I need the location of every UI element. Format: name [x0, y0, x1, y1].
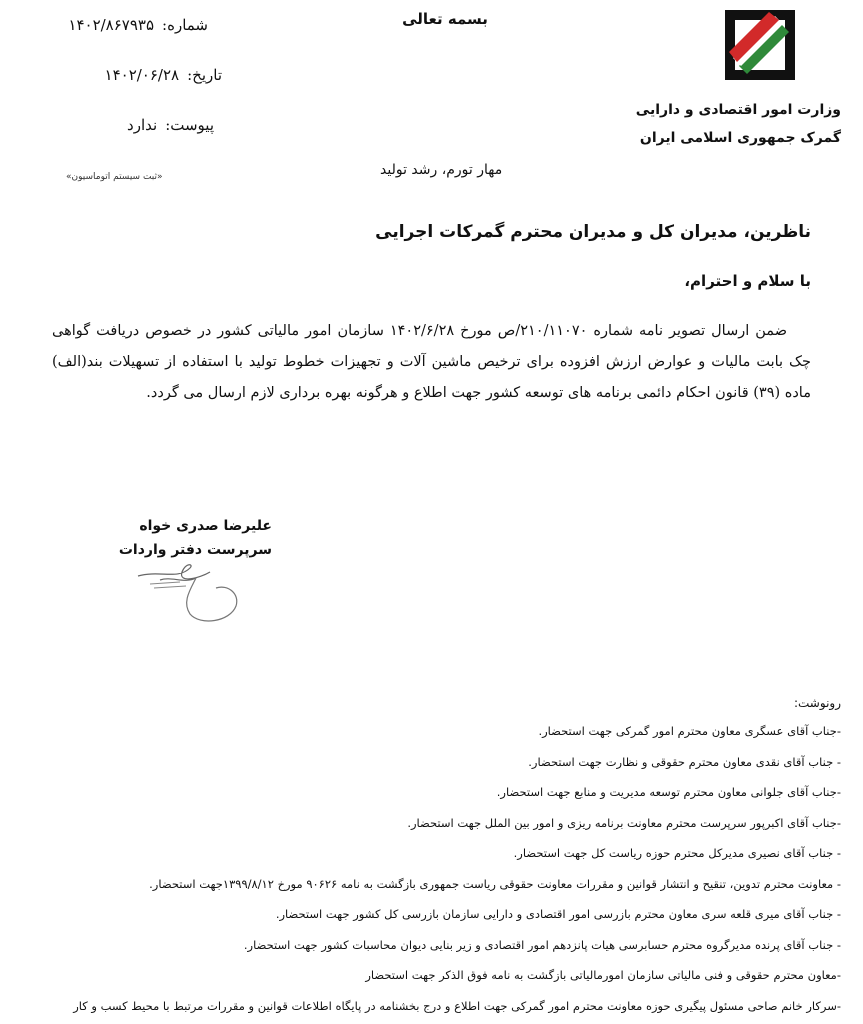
attachment-row — [64, 116, 214, 134]
cc-item: - معاونت محترم تدوین، تنقیح و انتشار قوانین و مقررات معاونت حقوقی ریاست جمهوری بازگشت به نامه ۹۰۶۲۶ مورخ ۱۳۹۹/۸/۱۲جهت استحضار. — [149, 876, 841, 891]
ministry-block — [636, 96, 841, 152]
cc-list — [10, 716, 841, 1021]
attachment-label: پیوست: — [165, 116, 214, 134]
number-label: شماره: — [162, 16, 208, 34]
addressee: ناظرین، مدیران کل و مدیران محترم گمرکات اجرایی — [375, 222, 811, 242]
handwritten-signature-icon — [120, 550, 260, 630]
signer-name: علیرضا صدری خواه — [139, 518, 272, 534]
date-label: تاریخ: — [187, 66, 222, 84]
number-value: ۱۴۰۲/۸۶۷۹۳۵ — [68, 16, 155, 34]
greeting: با سلام و احترام، — [684, 272, 811, 290]
system-note: «ثبت سیستم اتوماسیون» — [66, 172, 163, 182]
ministry-line2: گمرک جمهوری اسلامی ایران — [639, 130, 841, 146]
cc-item: -جناب آقای اکبرپور سرپرست محترم معاونت برنامه ریزی و امور بین الملل جهت استحضار. — [407, 815, 841, 830]
attachment-value: ندارد — [127, 116, 158, 134]
number-row — [8, 16, 208, 34]
ministry-line1: وزارت امور اقتصادی و دارایی — [635, 102, 841, 118]
cc-item: -سرکار خانم صاحی مسئول پیگیری حوزه معاونت محترم امور گمرکی جهت اطلاع و درج بخشنامه در پایگاه اطلاعات قوانین و مقررات مرتبط با محیط کسب و کار — [73, 998, 841, 1013]
cc-item: -جناب آقای عسگری معاون محترم امور گمرکی جهت استحضار. — [538, 724, 841, 738]
cc-item: -جناب آقای جلوانی معاون محترم توسعه مدیریت و منابع جهت استحضار. — [496, 785, 841, 799]
customs-logo-icon — [719, 6, 801, 90]
slogan: مهار تورم، رشد تولید — [380, 162, 503, 178]
cc-item: - جناب آقای نصیری مدیرکل محترم حوزه ریاست کل جهت استحضار. — [513, 846, 841, 860]
cc-title: رونوشت: — [793, 696, 841, 710]
date-row — [22, 66, 222, 84]
letter-body: ضمن ارسال تصویر نامه شماره ۲۱۰/۱۱۰۷۰/ص مورخ ۱۴۰۲/۶/۲۸ سازمان امور مالیاتی کشور در خصوص دریافت گواهی چک بابت مالیات و عوارض ارزش افزوده برای ترخیص ماشین آلات و تجهیزات خطوط تولید با استفاده از تسهیلات بند(الف) ماده (۳۹) قانون احکام دائمی برنامه های توسعه کشور جهت اطلاع و هرگونه بهره برداری لازم ارسال می گردد. — [52, 323, 811, 401]
cc-item: - جناب آقای نقدی معاون محترم حقوقی و نظارت جهت استحضار. — [528, 754, 841, 769]
cc-item: - جناب آقای پرنده مدیرگروه محترم حسابرسی هیات پانزدهم امور اقتصادی و زیر بنایی دیوان محاسبات کشور جهت استحضار. — [243, 937, 841, 952]
bismillah: بسمه تعالی — [402, 10, 488, 28]
date-value: ۱۴۰۲/۰۶/۲۸ — [104, 66, 180, 84]
cc-item: - جناب آقای میری قلعه سری معاون محترم بازرسی امور اقتصادی و دارایی سازمان بازرسی کل کشور جهت استحضار. — [275, 907, 841, 921]
signer-title: سرپرست دفتر واردات — [118, 542, 272, 558]
cc-item: -معاون محترم حقوقی و فنی مالیاتی سازمان امورمالیاتی بازگشت به نامه فوق الذکر جهت استحضار — [365, 968, 841, 982]
